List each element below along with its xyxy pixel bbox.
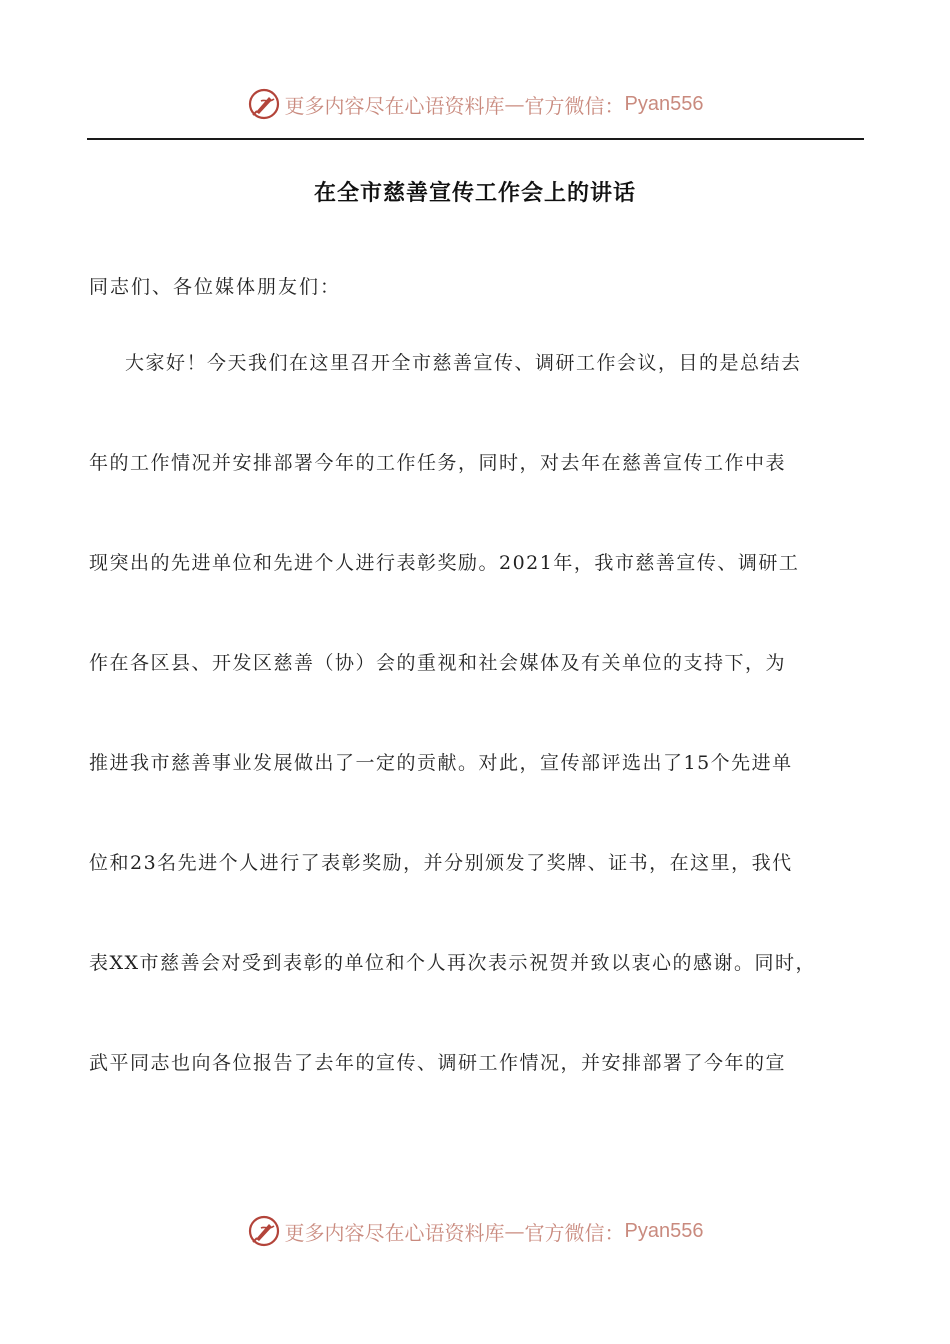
body-line: 推进我市慈善事业发展做出了一定的贡献。对此，宣传部评选出了15个先进单 [89,752,793,774]
footer-dash: — [504,1219,525,1243]
banner-wechat-label: 官方微信： [524,93,625,118]
header-banner [0,84,950,124]
pen-logo-icon [247,1214,281,1248]
body-line: 表XX市慈善会对受到表彰的单位和个人再次表示祝贺并致以衷心的感谢。同时， [89,952,817,974]
footer-wechat-id: Pyan556 [624,1219,704,1242]
banner-dash: — [504,92,525,116]
footer-banner [0,1211,950,1251]
body-line: 作在各区县、开发区慈善（协）会的重视和社会媒体及有关单位的支持下，为 [89,652,787,674]
body-line: 大家好！今天我们在这里召开全市慈善宣传、调研工作会议，目的是总结去 [125,352,802,374]
banner-wechat-id: Pyan556 [624,92,704,115]
salutation: 同志们、各位媒体朋友们： [89,276,342,298]
banner-slogan: 更多内容尽在心语资料库 [284,93,505,118]
pen-logo-icon [247,87,281,121]
footer-wechat-label: 官方微信： [524,1220,625,1245]
body-line: 年的工作情况并安排部署今年的工作任务，同时，对去年在慈善宣传工作中表 [89,452,787,474]
footer-slogan: 更多内容尽在心语资料库 [284,1220,505,1245]
page-title: 在全市慈善宣传工作会上的讲话 [313,181,636,206]
header-divider [87,138,864,140]
body-line: 武平同志也向各位报告了去年的宣传、调研工作情况，并安排部署了今年的宣 [89,1052,787,1074]
body-line: 现突出的先进单位和先进个人进行表彰奖励。2021年，我市慈善宣传、调研工 [89,552,800,574]
body-line: 位和23名先进个人进行了表彰奖励，并分别颁发了奖牌、证书，在这里，我代 [89,852,793,874]
